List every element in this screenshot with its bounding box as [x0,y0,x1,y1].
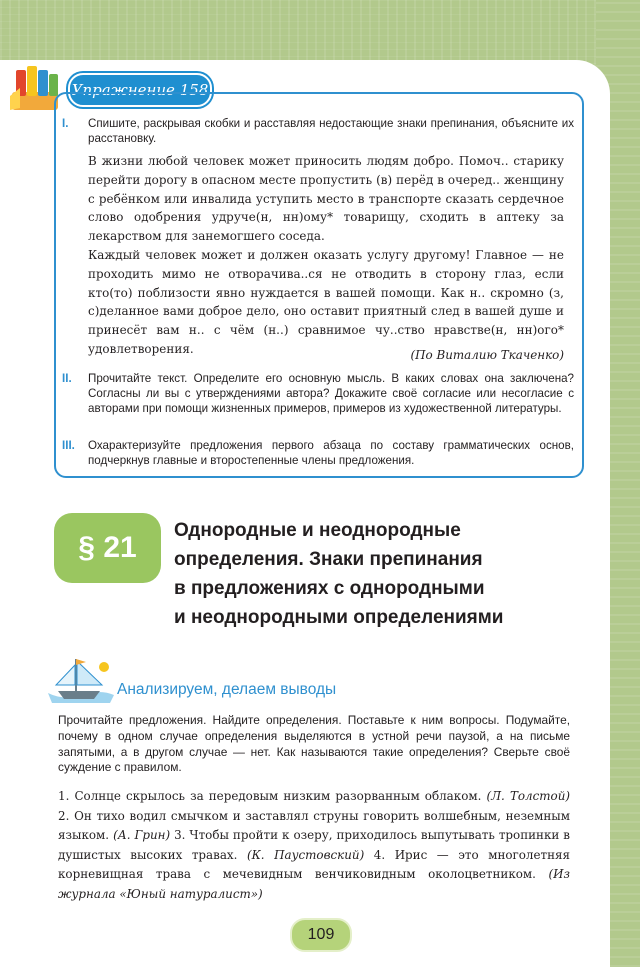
passage-author: (По Виталию Ткаченко) [410,348,564,362]
example-source: (Из журнала «Юный натуралист») [58,867,570,901]
passage-paragraph-1: В жизни любой человек может приносить людям добро. Помоч.. старику перейти дорогу в опасном месте пропустить (в) перёд в очеред.. женщину с ребёнком или инвалида уступить место в транспорте сказать сердечное слово одобрения удруче(н, нн)ому* товарищу, сходить в аптеку за лекарством для занемогшего соседа. [88,154,564,244]
task-3-number: III. [62,439,75,452]
task-1-text: Спишите, раскрывая скобки и расставляя недостающие знаки препинания, объясните их расстановку. [88,117,574,145]
task-3-text: Охарактеризуйте предложения первого абзаца по составу грамматических основ, подчеркнув главные и второстепенные члены предложения. [88,439,574,467]
task-3 [62,438,574,468]
task-2-text: Прочитайте текст. Определите его основную мысль. В каких словах она заключена? Согласны ли вы с утверждениями автора? Докажите своё согласие или несогласие с авторами при помощи жизненных примеров, примеров из художественной литературы. [88,372,574,415]
page-number: 109 [290,918,352,952]
section-title-line: Однородные и неоднородные [174,520,461,541]
task-2 [62,371,574,416]
section-badge: § 21 [54,513,161,583]
task-1 [62,116,574,146]
section-title [174,516,594,632]
example-source: (Л. Толстой) [486,789,570,803]
example-sentence: 1. Солнце скрылось за передовым низким разорванным облаком. [58,789,482,803]
passage-paragraph-2: Каждый человек может и должен оказать услугу другому! Главное — не проходить мимо не отворачива..ся не отводить в сторону глаз, если кто(то) поблизости явно нуждается в вашей помощи. Как н.. скромно (з, с)деланное вами доброе дело, оно оставит приятный след в вашей душе и принесёт вам н.. с чём (н..) сравнимое чу..ство нравстве(н, нн)ого* удовлетворения. [88,247,564,356]
exercise-passage [88,152,564,359]
section-title-line: и неоднородными определениями [174,607,504,628]
example-source: (К. Паустовский) [246,847,365,862]
example-sentence: 3. Чтобы пройти к озеру, приходилось выпутывать тропинки в душистых высоких травах. [58,828,570,862]
example-source: (А. Грин) [113,828,171,843]
task-2-number: II. [62,372,72,385]
analysis-instructions: Прочитайте предложения. Найдите определения. Поставьте к ним вопросы. Подумайте, почему в одном случае определения выделяются в устной речи паузой, а на письме запятыми, а в другом случае — нет. Как называются такие определения? Сверьте своё суждение с правилом. [58,713,570,775]
section-title-line: в предложениях с однородными [174,578,485,599]
analysis-examples [58,787,570,905]
analysis-heading: Анализируем, делаем выводы [117,681,337,698]
exercise-label: Упражнение 158 [68,73,212,107]
example-sentence: 2. Он тихо водил смычком и заставлял струны говорить волшебным, неземным языком. [58,808,570,843]
task-1-number: I. [62,117,69,130]
sailboat-icon [44,655,118,705]
section-title-line: определения. Знаки препинания [174,549,483,570]
example-sentence: 4. Ирис — это многолетняя корневищная трава с мечевидным венчиковидным околоцветником. [58,847,571,882]
